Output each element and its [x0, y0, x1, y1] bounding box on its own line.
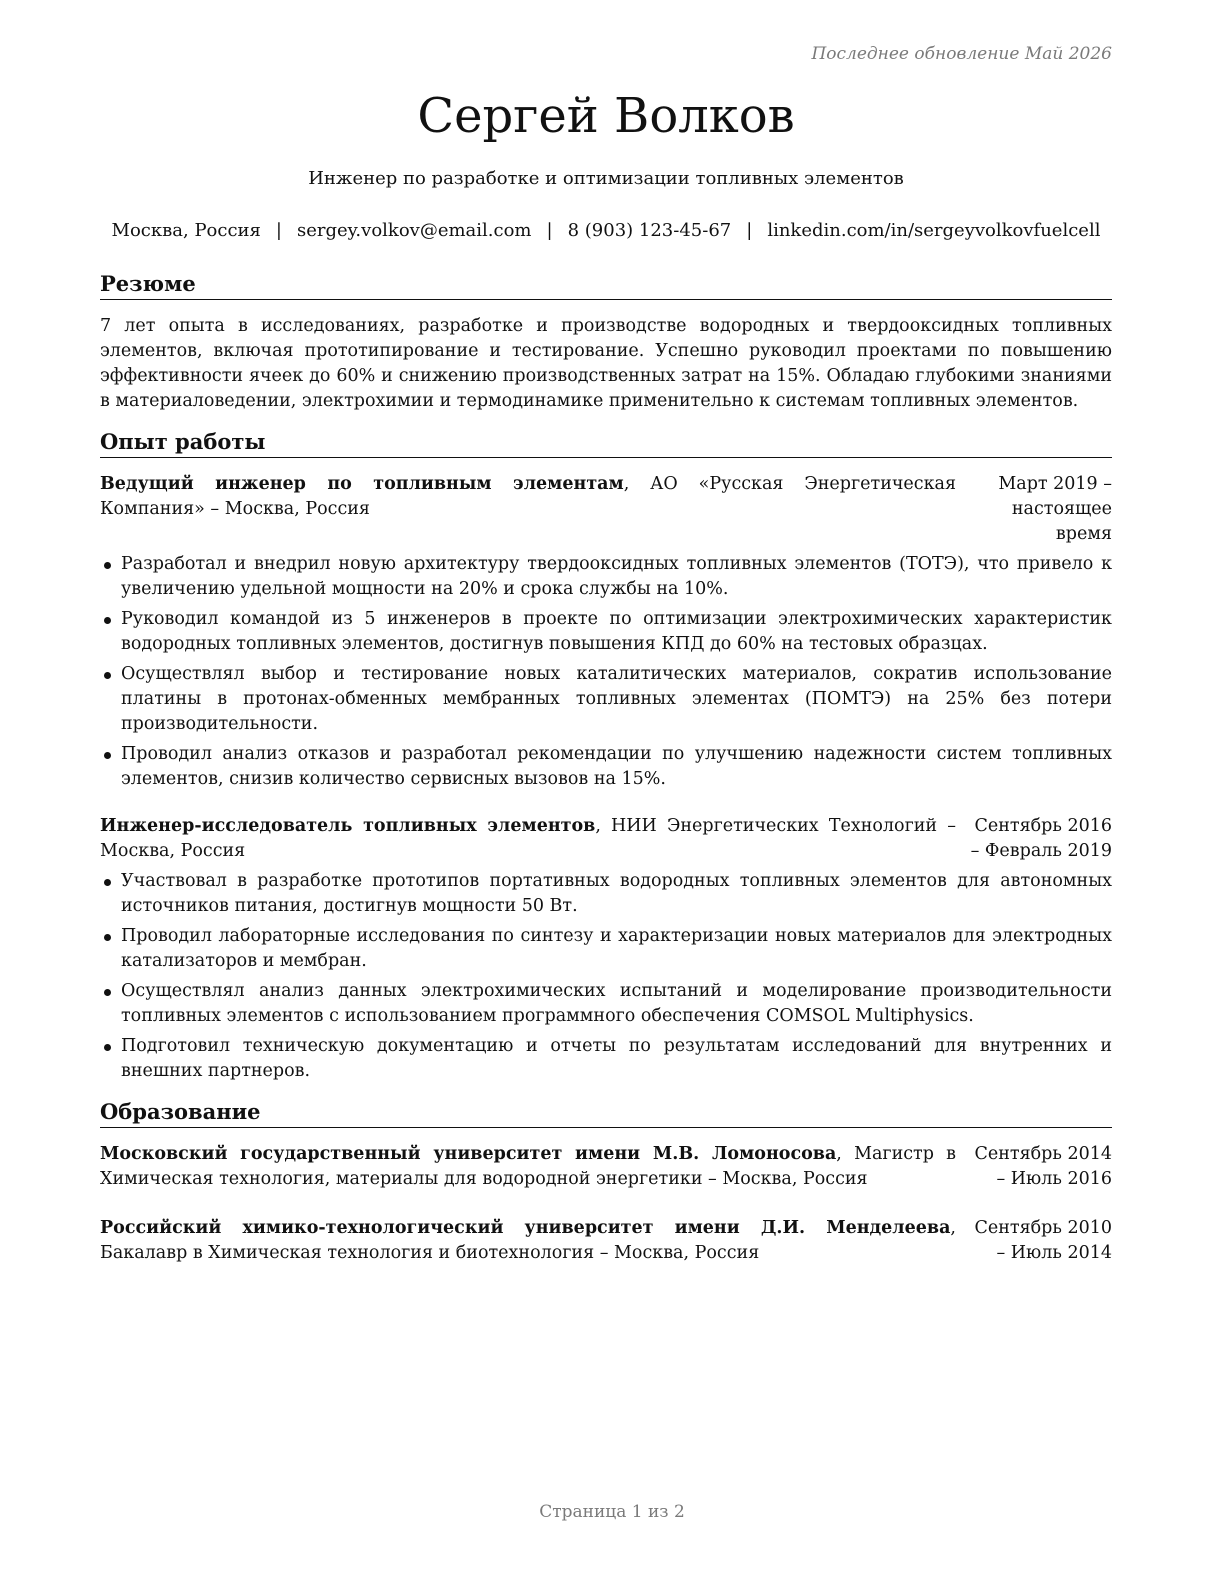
- resume-page: [100, 0, 1112, 1584]
- job-details: , АО «Русская Энергетическая Компания» – Москва, Россия: [100, 474, 956, 519]
- job-header: [100, 472, 1112, 547]
- job-entry: [100, 814, 1112, 1084]
- education-entry: [100, 1142, 1112, 1192]
- page-number: Страница 1 из 2: [539, 1502, 685, 1522]
- bullet-item: Разработал и внедрил новую архитектуру твердооксидных топливных элементов (ТОТЭ), что привело к увеличению удельной мощности на 20% и срока службы на 10%.: [100, 552, 1112, 602]
- job-info: [100, 472, 956, 522]
- bullet-item: Участвовал в разработке прототипов портативных водородных топливных элементов для автономных источников питания, достигнув мощности 50 Вт.: [100, 869, 1112, 919]
- job-bullets: [100, 869, 1112, 1084]
- education-header: [100, 1142, 1112, 1192]
- education-dates: Сентябрь 2010 – Июль 2014: [974, 1218, 1112, 1263]
- education-school: Российский химико-технологический университет имени Д.И. Менделеева: [100, 1218, 951, 1238]
- job-position: Ведущий инженер по топливным элементам: [100, 474, 624, 494]
- candidate-name: Сергей Волков: [417, 88, 795, 144]
- bullet-item: Осуществлял анализ данных электрохимических испытаний и моделирование производительности топливных элементов с использованием программного обеспечения COMSOL Multiphysics.: [100, 979, 1112, 1029]
- contact-separator: |: [546, 220, 553, 241]
- bullet-item: Проводил лабораторные исследования по синтезу и характеризации новых материалов для электродных катализаторов и мембран.: [100, 924, 1112, 974]
- contact-line: [100, 219, 1112, 243]
- summary-text: 7 лет опыта в исследованиях, разработке и производстве водородных и твердооксидных топливных элементов, включая прототипирование и тестирование. Успешно руководил проектами по повышению эффективности ячеек до 60% и снижению производственных затрат на 15%. Обладаю глубокими знаниями в материаловедении, электрохимии и термодинамике применительно к системам топливных элементов.: [100, 316, 1112, 411]
- contact-email[interactable]: sergey.volkov@email.com: [296, 220, 532, 241]
- last-updated: Последнее обновление Май 2026: [811, 44, 1112, 64]
- bullet-item: Подготовил техническую документацию и отчеты по результатам исследований для внутренних и внешних партнеров.: [100, 1034, 1112, 1084]
- experience-heading: Опыт работы: [100, 428, 1112, 458]
- education-dates: Сентябрь 2014 – Июль 2016: [974, 1144, 1112, 1189]
- contact-separator: |: [275, 220, 282, 241]
- bullet-item: Проводил анализ отказов и разработал рекомендации по улучшению надежности систем топливных элементов, снизив количество сервисных вызовов на 15%.: [100, 742, 1112, 792]
- bullet-item: Руководил командой из 5 инженеров в проекте по оптимизации электрохимических характеристик водородных топливных элементов, достигнув повышения КПД до 60% на тестовых образцах.: [100, 607, 1112, 657]
- contact-linkedin[interactable]: linkedin.com/in/sergeyvolkovfuelcell: [767, 220, 1101, 241]
- job-position: Инженер-исследователь топливных элементов: [100, 816, 596, 836]
- job-dates: Март 2019 – настоящее время: [998, 474, 1112, 544]
- education-heading: Образование: [100, 1098, 1112, 1128]
- job-dates: Сентябрь 2016 – Февраль 2019: [970, 816, 1112, 861]
- job-entry: [100, 472, 1112, 792]
- bullet-item: Осуществлял выбор и тестирование новых каталитических материалов, сократив использование платины в протонах-обменных мембранных топливных элементах (ПОМТЭ) на 25% без потери производительности.: [100, 662, 1112, 737]
- candidate-title: Инженер по разработке и оптимизации топливных элементов: [308, 168, 904, 189]
- job-bullets: [100, 552, 1112, 792]
- job-header: [100, 814, 1112, 864]
- job-info: [100, 814, 956, 864]
- job-details: , НИИ Энергетических Технологий – Москва, Россия: [100, 816, 956, 861]
- contact-city: Москва, Россия: [111, 220, 261, 241]
- contact-separator: |: [746, 220, 753, 241]
- education-header: [100, 1216, 1112, 1266]
- education-entry: [100, 1216, 1112, 1266]
- education-details: , Бакалавр в Химическая технология и биотехнология – Москва, Россия: [100, 1218, 956, 1263]
- education-info: [100, 1216, 956, 1266]
- contact-phone[interactable]: 8 (903) 123-45-67: [567, 220, 732, 241]
- summary-heading: Резюме: [100, 270, 1112, 300]
- resume-content: [100, 270, 1112, 1266]
- education-details: , Магистр в Химическая технология, материалы для водородной энергетики – Москва, Россия: [100, 1144, 956, 1189]
- education-school: Московский государственный университет имени М.В. Ломоносова: [100, 1144, 837, 1164]
- education-info: [100, 1142, 956, 1192]
